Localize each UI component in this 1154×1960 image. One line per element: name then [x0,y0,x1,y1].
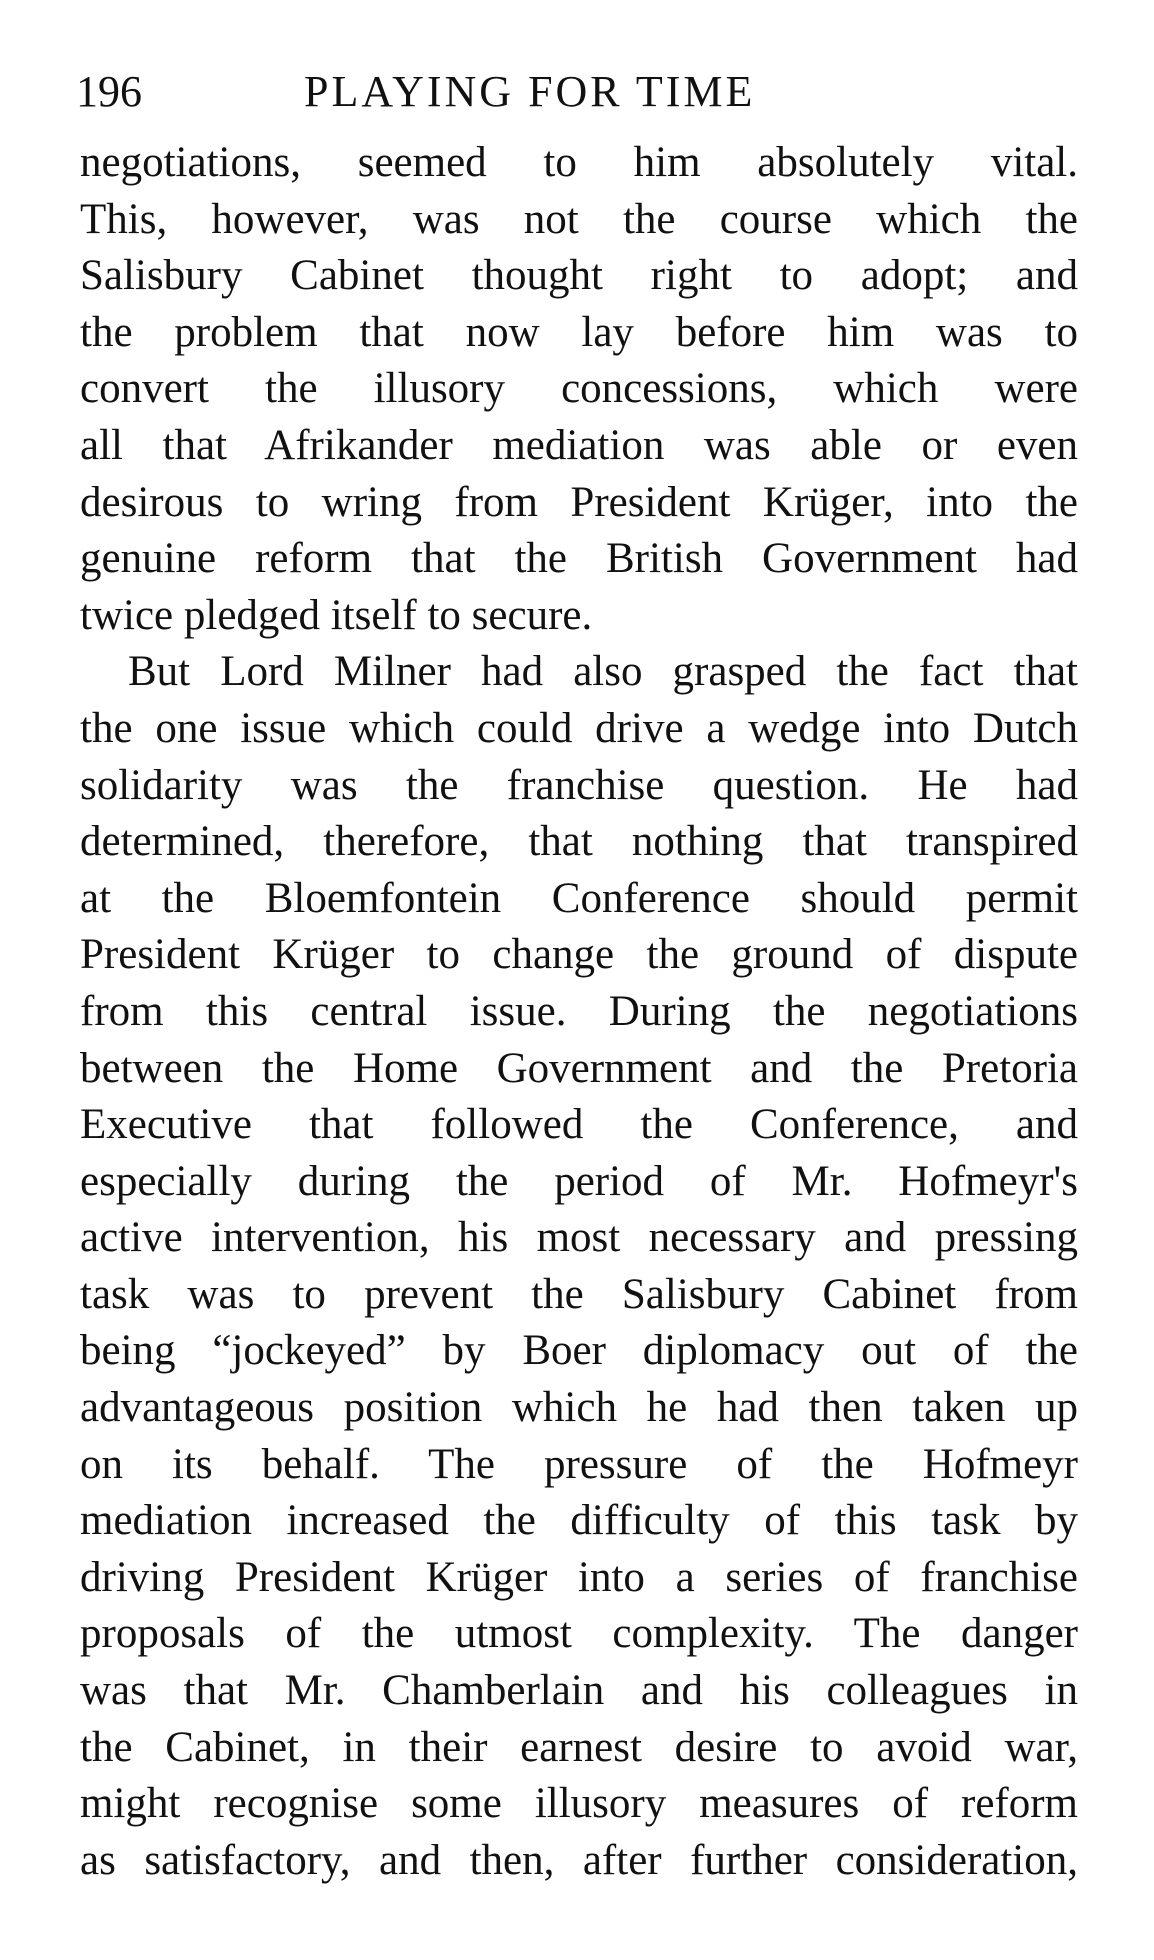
text-line: the problem that now lay before him was to [80,308,1078,356]
text-line: advantageous position which he had then taken up [80,1384,1078,1432]
text-line: Executive that followed the Conference, and [80,1101,1078,1149]
text-line: between the Home Government and the Pretoria [80,1044,1078,1092]
text-line: as satisfactory, and then, after further consideration, [80,1836,1078,1884]
text-line: convert the illusory concessions, which were [80,365,1078,413]
text-line: This, however, was not the course which the [80,195,1078,243]
text-line: driving President Krüger into a series of franchise [80,1553,1078,1601]
text-line: the Cabinet, in their earnest desire to avoid war, [80,1723,1078,1771]
text-line: was that Mr. Chamberlain and his colleagues in [80,1667,1078,1715]
text-line: from this central issue. During the negotiations [80,987,1078,1035]
text-line: proposals of the utmost complexity. The danger [80,1610,1078,1658]
text-line: determined, therefore, that nothing that transpired [80,818,1078,866]
text-line: desirous to wring from President Krüger, into the [80,478,1078,526]
text-line: being “jockeyed” by Boer diplomacy out of the [80,1327,1078,1375]
text-line: active intervention, his most necessary and pressing [80,1214,1078,1262]
text-line: all that Afrikander mediation was able or even [80,421,1078,469]
text-line: the one issue which could drive a wedge into Dutch [80,704,1078,752]
body-text [80,135,1078,1889]
page-number: 196 [76,67,142,116]
text-line: task was to prevent the Salisbury Cabinet from [80,1270,1078,1318]
text-line: President Krüger to change the ground of dispute [80,931,1078,979]
text-line: at the Bloemfontein Conference should permit [80,874,1078,922]
text-line: might recognise some illusory measures of reform [80,1780,1078,1828]
text-line: genuine reform that the British Government had [80,535,1078,583]
text-line: mediation increased the difficulty of this task by [80,1497,1078,1545]
text-line: solidarity was the franchise question. He had [80,761,1078,809]
running-title: PLAYING FOR TIME [304,67,756,116]
text-line: negotiations, seemed to him absolutely vital. [80,139,1078,186]
page-header [76,62,1080,122]
text-line: Salisbury Cabinet thought right to adopt; and [80,252,1078,300]
text-line: twice pledged itself to secure. [80,591,593,639]
text-line: especially during the period of Mr. Hofmeyr's [80,1157,1078,1205]
paragraph-first-line: But Lord Milner had also grasped the fact that [128,648,1078,696]
text-line: on its behalf. The pressure of the Hofmeyr [80,1440,1078,1488]
